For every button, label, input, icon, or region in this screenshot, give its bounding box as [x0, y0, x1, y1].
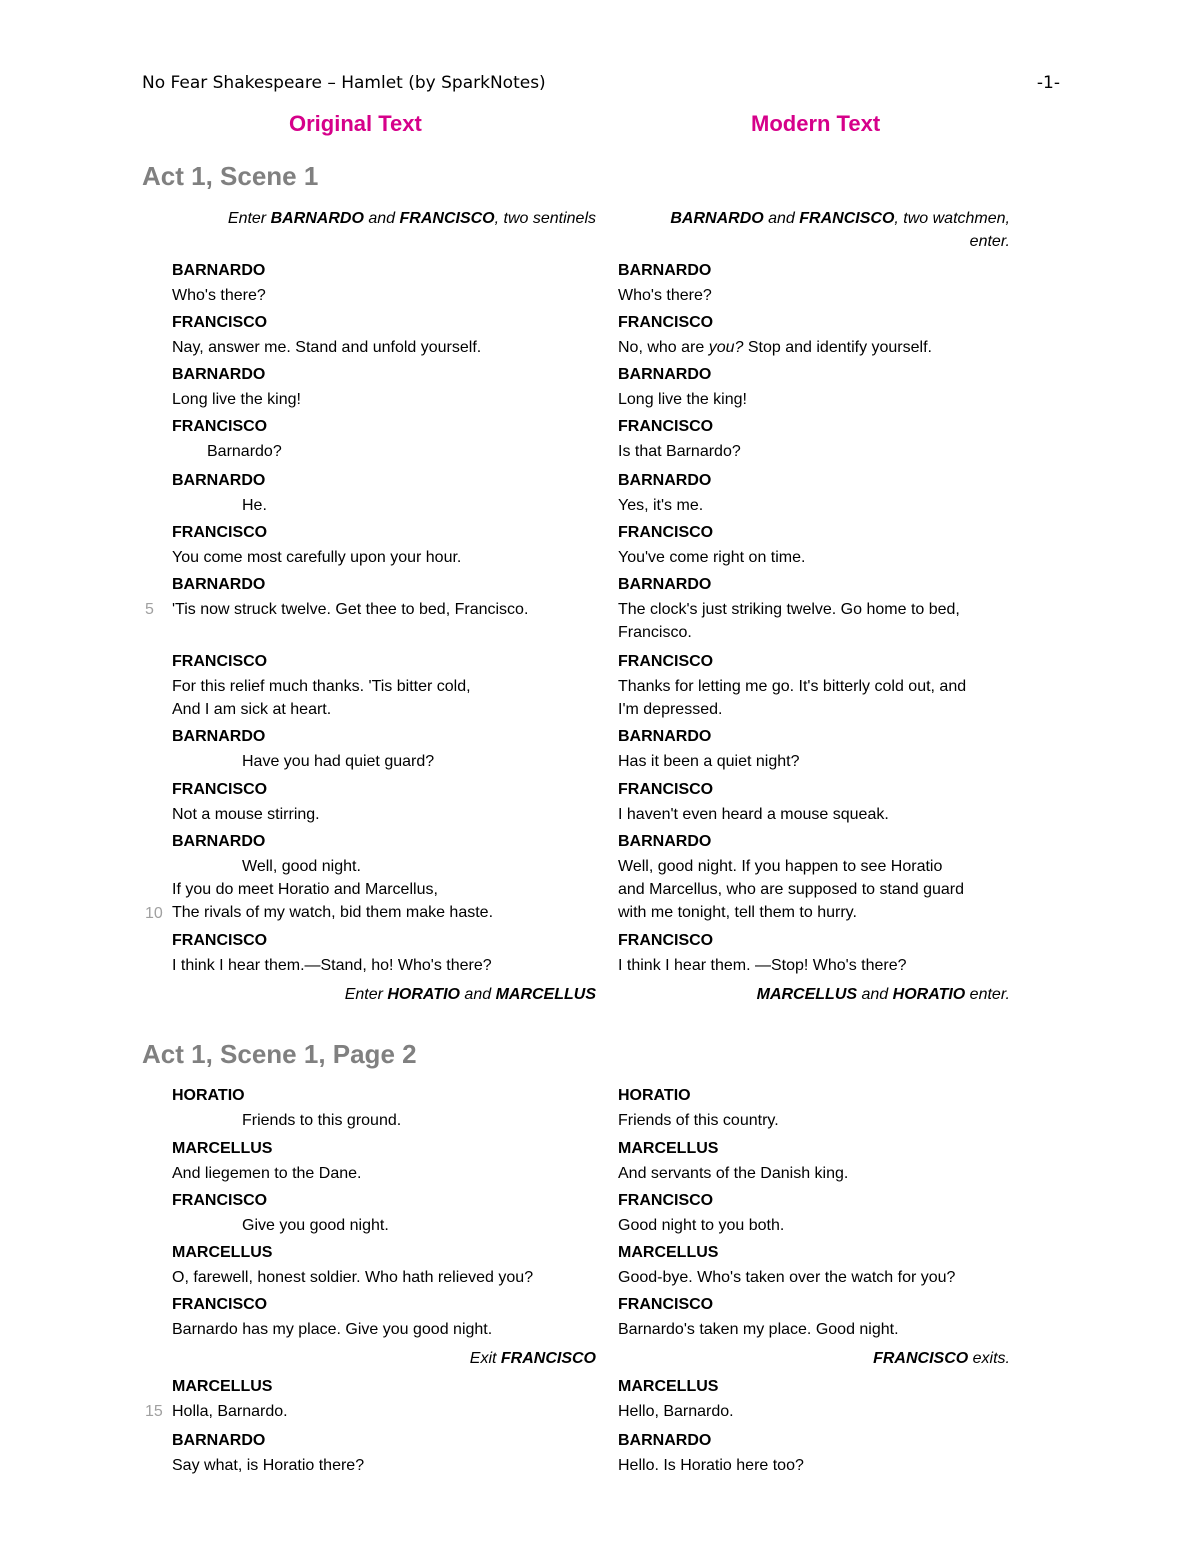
modern-speech: [618, 311, 1010, 359]
speech-line: Holla, Barnardo.: [172, 1403, 288, 1420]
speaker-name: MARCELLUS: [618, 1140, 719, 1157]
modern-speech: [618, 725, 1010, 773]
speech-line: and Marcellus, who are supposed to stand guard: [618, 881, 964, 898]
speech-line: Has it been a quiet night?: [618, 753, 800, 770]
speaker-name: BARNARDO: [172, 1432, 266, 1449]
scene-title: Act 1, Scene 1, Page 2: [142, 1039, 417, 1069]
speech-line: Who's there?: [618, 287, 712, 304]
modern-speech: [618, 469, 1010, 517]
speaker-name: MARCELLUS: [618, 1378, 719, 1395]
document-title: No Fear Shakespeare – Hamlet (by SparkNotes): [142, 73, 546, 93]
original-speech: [172, 1189, 596, 1237]
scene-title: Act 1, Scene 1: [142, 161, 319, 191]
original-speech: [172, 363, 596, 411]
speaker-name: BARNARDO: [618, 472, 712, 489]
speaker-name: FRANCISCO: [618, 1192, 714, 1209]
speech-line: The rivals of my watch, bid them make haste.: [172, 904, 494, 921]
speech-line: Friends of this country.: [618, 1112, 779, 1129]
speaker-name: BARNARDO: [618, 366, 712, 383]
line-number: 15: [145, 1403, 163, 1420]
modern-speech: [618, 1429, 1010, 1477]
modern-speech: [618, 929, 1010, 977]
stage-direction-modern: BARNARDO and FRANCISCO, two watchmen, enter.: [670, 210, 1010, 250]
original-speech: [172, 778, 596, 826]
speech-line: Barnardo has my place. Give you good night.: [172, 1321, 493, 1338]
speaker-name: BARNARDO: [172, 576, 266, 593]
speech-line: You've come right on time.: [618, 549, 806, 566]
speech-line: And liegemen to the Dane.: [172, 1165, 362, 1182]
speech-line: Yes, it's me.: [618, 497, 704, 514]
speech-line: Hello, Barnardo.: [618, 1403, 734, 1420]
speech-line: I think I hear them. —Stop! Who's there?: [618, 957, 907, 974]
modern-speech: [618, 650, 1010, 721]
stage-direction-original: Enter BARNARDO and FRANCISCO, two sentinels: [227, 210, 596, 227]
speech-line: Not a mouse stirring.: [172, 806, 320, 823]
speaker-name: BARNARDO: [172, 262, 266, 279]
speech-line: Well, good night. If you happen to see Horatio: [618, 858, 943, 875]
speech-line: Long live the king!: [172, 391, 301, 408]
speaker-name: BARNARDO: [618, 576, 712, 593]
modern-speech: [618, 1241, 1010, 1289]
page-number: -1-: [1036, 73, 1060, 93]
speech-line: Barnardo?: [207, 443, 282, 460]
stage-direction-original: Enter HORATIO and MARCELLUS: [344, 986, 596, 1003]
speaker-name: BARNARDO: [172, 833, 266, 850]
speech-line: I think I hear them.—Stand, ho! Who's there?: [172, 957, 492, 974]
stage-direction-original: Exit FRANCISCO: [469, 1350, 596, 1367]
speaker-name: FRANCISCO: [618, 653, 714, 670]
stage-direction-modern: FRANCISCO exits.: [873, 1350, 1010, 1367]
speaker-name: FRANCISCO: [172, 781, 268, 798]
speaker-name: MARCELLUS: [172, 1244, 273, 1261]
modern-speech: [618, 415, 1010, 463]
speaker-name: FRANCISCO: [172, 1296, 268, 1313]
speaker-name: FRANCISCO: [172, 653, 268, 670]
speaker-name: FRANCISCO: [172, 314, 268, 331]
speech-line: Give you good night.: [242, 1217, 389, 1234]
speech-line: I'm depressed.: [618, 701, 723, 718]
speech-line: And servants of the Danish king.: [618, 1165, 849, 1182]
speaker-name: HORATIO: [618, 1087, 691, 1104]
speech-line: The clock's just striking twelve. Go home to bed,: [618, 601, 960, 618]
speaker-name: FRANCISCO: [172, 1192, 268, 1209]
original-speech: [172, 1293, 596, 1341]
speech-line: And I am sick at heart.: [172, 701, 332, 718]
speaker-name: FRANCISCO: [618, 314, 714, 331]
speech-line: If you do meet Horatio and Marcellus,: [172, 881, 438, 898]
speech-line: 'Tis now struck twelve. Get thee to bed, Francisco.: [172, 601, 529, 618]
original-speech: [172, 929, 596, 977]
stage-direction-modern: MARCELLUS and HORATIO enter.: [756, 986, 1010, 1003]
speaker-name: BARNARDO: [618, 262, 712, 279]
modern-speech: [618, 1375, 1010, 1423]
speaker-name: BARNARDO: [618, 728, 712, 745]
speech-line: Well, good night.: [242, 858, 361, 875]
speech-line: Thanks for letting me go. It's bitterly cold out, and: [618, 678, 967, 695]
speech-line: Who's there?: [172, 287, 266, 304]
speaker-name: BARNARDO: [172, 366, 266, 383]
speech-line: Say what, is Horatio there?: [172, 1457, 365, 1474]
speaker-name: FRANCISCO: [618, 418, 714, 435]
line-number: 10: [145, 905, 163, 922]
speech-line: I haven't even heard a mouse squeak.: [618, 806, 889, 823]
modern-speech: [618, 1084, 1010, 1132]
speech-line: Barnardo's taken my place. Good night.: [618, 1321, 899, 1338]
speech-line: Friends to this ground.: [242, 1112, 402, 1129]
modern-speech: [618, 1189, 1010, 1237]
speaker-name: MARCELLUS: [172, 1140, 273, 1157]
original-speech: [172, 830, 596, 924]
speech-line: For this relief much thanks. 'Tis bitter cold,: [172, 678, 471, 695]
modern-speech: [618, 1137, 1010, 1185]
speaker-name: MARCELLUS: [618, 1244, 719, 1261]
line-number: 5: [145, 601, 154, 618]
original-speech: [172, 415, 596, 463]
speaker-name: HORATIO: [172, 1087, 245, 1104]
modern-speech: [618, 521, 1010, 569]
speech-line: Is that Barnardo?: [618, 443, 741, 460]
original-speech: [172, 1137, 596, 1185]
speech-line: with me tonight, tell them to hurry.: [618, 904, 857, 921]
original-speech: [172, 725, 596, 773]
original-text-heading: Original Text: [289, 111, 422, 136]
speaker-name: FRANCISCO: [618, 781, 714, 798]
speech-line: You come most carefully upon your hour.: [172, 549, 462, 566]
speech-line: Have you had quiet guard?: [242, 753, 435, 770]
modern-speech: [618, 830, 1010, 924]
modern-speech: [618, 1293, 1010, 1341]
page-header: [142, 73, 1060, 97]
speaker-name: FRANCISCO: [172, 418, 268, 435]
speech-line: Good-bye. Who's taken over the watch for you?: [618, 1269, 956, 1286]
speaker-name: BARNARDO: [172, 472, 266, 489]
modern-speech: [618, 778, 1010, 826]
speech-line: Nay, answer me. Stand and unfold yourself.: [172, 339, 482, 356]
modern-speech: [618, 259, 1010, 307]
speech-line: Good night to you both.: [618, 1217, 785, 1234]
modern-speech: [618, 573, 1010, 644]
original-speech: [172, 650, 596, 721]
speech-line: No, who are you? Stop and identify yourself.: [618, 339, 932, 356]
speaker-name: BARNARDO: [618, 833, 712, 850]
modern-text-heading: Modern Text: [751, 111, 881, 136]
speech-line: He.: [242, 497, 267, 514]
original-speech: [172, 469, 596, 517]
speaker-name: FRANCISCO: [172, 524, 268, 541]
speaker-name: FRANCISCO: [618, 932, 714, 949]
original-speech: [172, 311, 596, 359]
speaker-name: FRANCISCO: [618, 1296, 714, 1313]
speaker-name: MARCELLUS: [172, 1378, 273, 1395]
original-speech: [172, 521, 596, 569]
speech-line: Long live the king!: [618, 391, 747, 408]
speech-line: Francisco.: [618, 624, 692, 641]
original-speech: [172, 573, 596, 621]
original-speech: [172, 1084, 596, 1132]
speaker-name: BARNARDO: [618, 1432, 712, 1449]
original-speech: [172, 1375, 596, 1423]
original-speech: [172, 1429, 596, 1477]
speech-line: Hello. Is Horatio here too?: [618, 1457, 804, 1474]
original-speech: [172, 259, 596, 307]
original-speech: [172, 1241, 596, 1289]
speaker-name: FRANCISCO: [618, 524, 714, 541]
speaker-name: FRANCISCO: [172, 932, 268, 949]
modern-speech: [618, 363, 1010, 411]
speaker-name: BARNARDO: [172, 728, 266, 745]
speech-line: O, farewell, honest soldier. Who hath relieved you?: [172, 1269, 534, 1286]
